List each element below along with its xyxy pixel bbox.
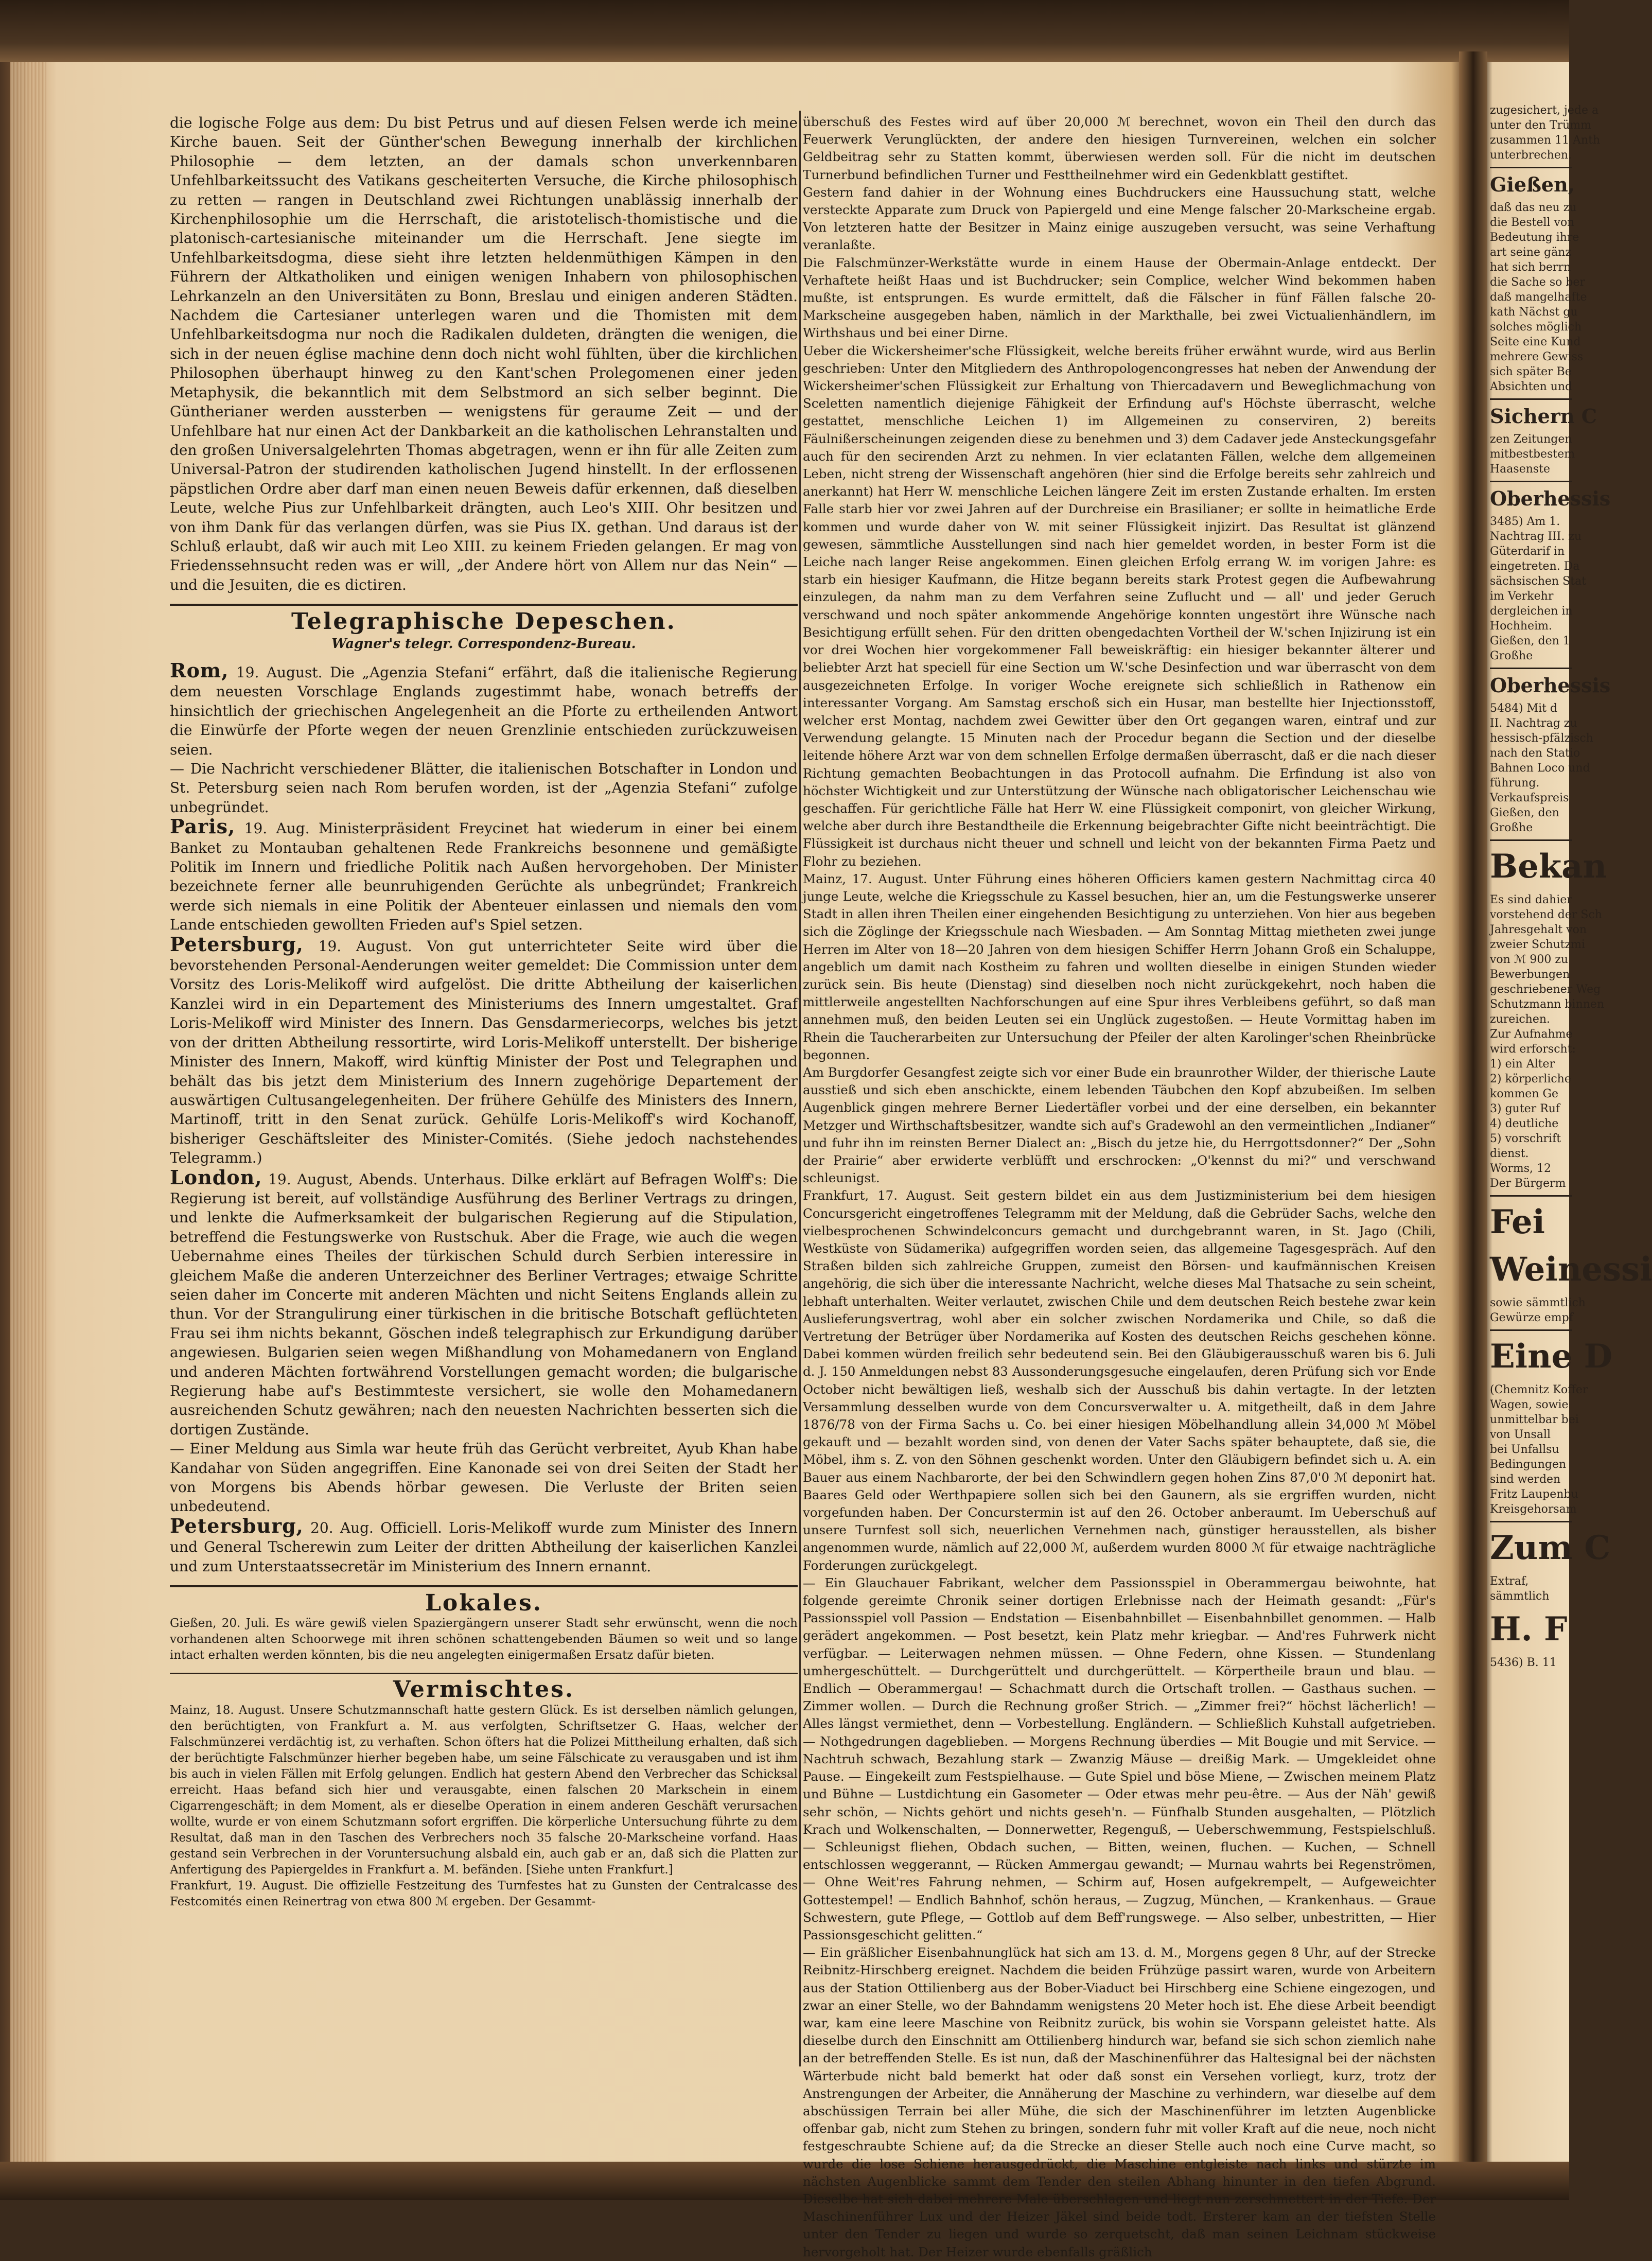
neighbour-line: sämmtlich (1490, 1590, 1550, 1603)
neighbour-line: mehrere Gewiss (1490, 350, 1584, 363)
neighbour-divider (1490, 481, 1572, 482)
neighbour-line: kath Nächst gu (1490, 306, 1578, 319)
neighbour-heading: Zum C (1490, 1529, 1611, 1567)
neighbour-line: hessisch-pfälzisch (1490, 732, 1593, 745)
neighbour-heading: Oberhessis (1490, 487, 1611, 510)
telegram-section-subtitle: Wagner's telegr. Correspondenz-Bureau. (331, 636, 636, 652)
neighbour-lines (1490, 1655, 1572, 1670)
telegram-section-title: Telegraphische Depeschen. (291, 608, 676, 635)
book-page-edges (10, 62, 46, 2162)
dispatch-place: Petersburg, (170, 1514, 304, 1537)
neighbour-line: Gießen, den 1 (1490, 635, 1570, 647)
neighbour-line: zweier Schutzmi (1490, 938, 1586, 951)
neighbour-line: sich später Be (1490, 365, 1572, 378)
dispatch-petersburg-2 (170, 1516, 798, 1576)
neighbour-line: dienst. (1490, 1147, 1529, 1160)
neighbour-line: die Bestell von (1490, 216, 1575, 229)
neighbour-lines (1490, 1295, 1586, 1325)
dispatch-text: — Die Nachricht verschiedener Blätter, die italienischen Botschafter in London und St. Petersburg seien nach Rom berufen worden, ist der „Agenzia Stefani“ zufolge unbegründet. (170, 760, 798, 816)
neighbour-heading: H. F (1490, 1610, 1568, 1649)
neighbour-line: Güterdarif in (1490, 545, 1565, 558)
dispatch-place: Paris, (170, 815, 236, 838)
neighbour-line: art seine gänz (1490, 246, 1571, 259)
neighbour-lines (1490, 1382, 1588, 1517)
neighbour-line: II. Nachtrag zu (1490, 717, 1577, 730)
neighbour-heading: Oberhessis (1490, 674, 1611, 697)
lokales-text: Gießen, 20. Juli. Es wäre gewiß vielen Spaziergängern unserer Stadt sehr erwünscht, wenn die noch vorhandenen alten Schoorwege mit ihren schönen schattengebenden Bäumen so weit und so lange intact erhalten werden könnten, bis die neu angelegten einigermaßen Ersatz dafür bieten. (170, 1617, 798, 1662)
article-paragraph: Frankfurt, 17. August. Seit gestern bildet ein aus dem Justizministerium bei dem hiesigen Concursgericht eingetroffenes Telegramm mit der Meldung, daß die Gebrüder Sachs, welche den vielbesprochenen Schwindelconcurs gemacht und durchgebrannt waren, in St. Jago (Chili, Westküste von Südamerika) aufgegriffen worden seien, das allgemeine Tagesgespräch. Auf den Straßen bilden sich zahlreiche Gruppen, zumeist den Börsen- und kaufmännischen Kreisen angehörig, die sich über die interessante Nachricht, welche dieses Mal Thatsache zu sein scheint, lebhaft unterhalten. Weiter verlautet, zwischen Chile und dem deutschen Reich bestehe zwar kein Auslieferungsvertrag, wohl aber ein solcher zwischen Nordamerika und Chile, so daß die Vertretung der Betrüger über Nordamerika auf Kosten des deutschen Reichs geschehen könne. Dabei kommen würden freilich sehr bedeutend sein. Bei den Gläubigerausschuß waren bis 6. Juli d. J. 150 Anmeldungen nebst 83 Aussonderungsgesuche eingelaufen, deren Prüfung sich vor Ende October nicht bewältigen ließ, weshalb sich der Ausschuß bis dahin vertagte. In der letzten Versammlung desselben wurde von dem Concursverwalter u. A. mitgetheilt, daß in dem Jahre 1876/78 von der Firma Sachs u. Co. bei einer hiesigen Möbelhandlung allein 34,000 ℳ Möbel gekauft und — bezahlt worden sind, von denen der Vater Sachs später behauptete, daß sie, die Möbel, ihm s. Z. von den Söhnen geschenkt worden. Unter den Gläubigern befindet sich u. A. ein Bauer aus einem Nachbarorte, der bei den Schwindlern gegen hohen Zins 87,0'0 ℳ deponirt hat. Baares Geld oder Werthpapiere sollen sich bei den Gaunern, als sie ergriffen wurden, nicht vorgefunden haben. Der Concurstermin ist auf den 26. October anberaumt. Im Ueberschuß auf unsere Turnfest soll sich, neuerlichen Vernehmen nach, günstiger herausstellen, als bisher angenommen wurde, nämlich auf 22,000 ℳ, außerdem wurden 8000 ℳ für etwaige nachträgliche Forderungen zurückgelegt. (803, 1188, 1436, 1573)
neighbour-line: sind werden (1490, 1473, 1561, 1486)
lokales-title: Lokales. (425, 1590, 543, 1617)
dispatch-petersburg (170, 932, 798, 1168)
neighbour-line: zusammen 11 Anth (1490, 134, 1601, 147)
article-paragraph: Ueber die Wickersheimer'sche Flüssigkeit, welche bereits früher erwähnt wurde, wird aus Berlin geschrieben: Unter den Mitgliedern des Anthropologencongresses hat neben der Anwendung der Wickersheimer'schen Flüssigkeit zur Erhaltung von Thiercadavern und Beweglichmachung von Sceletten namentlich diejenige Fähigkeit der Erfindung auf's Höchste überrascht, welche gestattet, menschliche Leichen 1) im Allgemeinen zu conserviren, 2) bereits Fäulnißerscheinungen zeigenden diese zu benehmen und 3) dem Cadaver jede Ansteckungsgefahr auch für den secirenden Arzt zu nehmen. In vier eclatanten Fällen, welche dem allgemeinen Leben, nicht streng der Wissenschaft angehören (hier sind die Erfolge bereits sehr zahlreich und anerkannt) hat Herr W. menschliche Leichen längere Zeit im ersten Zustande erhalten. Im ersten Falle starb hier vor zwei Jahren auf der Durchreise ein Brasilianer; er sollte in heimatliche Erde kommen und wurde daher von W. mit seiner Flüssigkeit injizirt. Das Resultat ist glänzend gewesen, sämmtliche Ausstellungen sind nach hier gemeldet worden, in bester Form ist die Leiche nach langer Reise angekommen. Einen gleichen Erfolg errang W. im vorigen Jahre: es starb ein hiesiger Kaufmann, die Hitze begann bereits stark Protest gegen die Aufbewahrung einzulegen, da nahm man zu dem Verfahren seine Zuflucht und — all' und jeder Geruch verschwand und noch später ankommende Angehörige konnten ungestört ihre Wünsche nach Besichtigung erfüllt sehen. Für den dritten obengedachten Vortheil der W.'schen Injizirung ist ein vor drei Wochen hier vorgekommener Fall beweiskräftig: ein hiesiger bekannter älterer und beliebter Arzt hat speciell für eine Section um W.'sche Desinfection und war überrascht von dem ausgezeichneten Erfolge. In voriger Woche ereignete sich schließlich in Rathenow ein interessanter Vorgang. Am Samstag erschoß sich ein Husar, man bestellte hier Injectionsstoff, welcher erst Montag, nachdem zwei Gewitter über den Ort gegangen waren, eintraf und zur Verwendung gelangte. 15 Minuten nach der Procedur begann die Section und der dieselbe leitende höhere Arzt war von dem schnellen Erfolge dermaßen überrascht, daß er die nach dieser Richtung gemachten Beobachtungen in das Protocoll aufnahm. Die Erfindung ist also von höchster Wichtigkeit und zur Unterstützung der Wünsche nach obligatorischer Leichenschau wie geschaffen. Für gerichtliche Fälle hat Herr W. eine Flüssigkeit componirt, von gleicher Wirkung, welche aber durch ihre Bestandtheile die Erkennung beigebrachter Gifte nicht beeinträchtigt. Die Flüssigkeit ist durchaus nicht theuer und schnell und leicht von der bekannten Firma Paetz und Flohr zu beziehen. (803, 343, 1436, 869)
neighbour-line: Bahnen Loco und (1490, 762, 1590, 775)
neighbour-divider (1490, 167, 1572, 168)
article-paragraph: Mainz, 17. August. Unter Führung eines höheren Officiers kamen gestern Nachmittag circa 40 junge Leute, welche die Kriegsschule zu Kassel besuchen, hier an, um die Festungswerke unserer Stadt in allen ihren Theilen einer eingehenden Besichtigung zu unterziehen. Von hier aus begeben sich die Zöglinge der Kriegsschule nach Wiesbaden. — Am Sonntag Mittag mietheten zwei junge Herren im Alter von 18—20 Jahren von dem hiesigen Schiffer Herrn Johann Groß ein Schaluppe, angeblich um damit nach Kostheim zu fahren und wollten dieselbe in einigen Stunden wieder zurück sein. Bis heute (Dienstag) sind dieselben noch nicht zurückgekehrt, noch haben die mittlerweile angestellten Nachforschungen auf eine Spur ihres Verbleibens geführt, so daß man annehmen muß, den beiden Leuten sei ein Unglück zugestoßen. — Heute Vormittag haben im Rhein die Taucherarbeiten zur Untersuchung der Pfeiler der alten Karolinger'schen Rheinbrücke begonnen. (803, 871, 1436, 1062)
neighbour-line: 1) ein Alter (1490, 1058, 1555, 1071)
article-paragraph: — Ein gräßlicher Eisenbahnunglück hat sich am 13. d. M., Morgens gegen 8 Uhr, auf der Strecke Reibnitz-Hirschberg ereignet. Nachdem die beiden Frühzüge passirt waren, wurde von Arbeitern aus der Station Ottilienberg aus der Bober-Viaduct bei Hirschberg eine Schiene eingezogen, und zwar an einer Stelle, wo der Bahndamm wenigstens 20 Meter hoch ist. Ehe diese Arbeit beendigt war, kam eine leere Maschine von Reibnitz zurück, bis wohin sie Vorspann geleistet hatte. Als dieselbe durch den Einschnitt am Ottilienberg hindurch war, befand sie sich schon ziemlich nahe an der betreffenden Stelle. Es ist nun, daß der Maschinenführer das Haltesignal bei der nächsten Wärterbude nicht bald bemerkt hat oder daß sonst ein Versehen vorliegt, kurz, trotz der Anstrengungen der Arbeiter, die Annäherung der Maschine zu verhindern, war dieselbe auf dem abschüssigen Terrain bei aller Mühe, die sich der Maschinenführer im letzten Augenblicke offenbar gab, nicht zum Stehen zu bringen, sondern fuhr mit voller Kraft auf die neue, noch nicht festgeschraubte Schiene auf; da die Strecke an dieser Stelle auch noch eine Curve macht, so wurde die lose Schiene herausgedrückt, die Maschine entgleiste nach links und stürzte im nächsten Augenblicke sammt dem Tender den steilen Abhang hinunter in den tiefen Abgrund. Dieselbe hat sich dabei mehrere Male überschlagen und liegt nun zerschmettert in der Tiefe. Der Maschinenführer Lux und der Heizer Jäkel sind beide todt. Ersterer kam an der tiefsten Stelle unter den Tender zu liegen und wurde so zerquetscht, daß man seinen Leichnam stückweise hervorgeholt hat. Der Heizer wurde ebenfalls gräßlich (803, 1945, 1436, 2259)
neighbour-heading: Bekan (1490, 847, 1607, 886)
neighbour-line: Großhe (1490, 650, 1533, 662)
neighbour-line: von ℳ 900 zu (1490, 953, 1569, 966)
vermischtes-text-2: Frankfurt, 19. August. Die offizielle Festzeitung des Turnfestes hat zu Gunsten der Centralcasse des Festcomités einen Reinertrag von etwa 800 ℳ ergeben. Der Gesammt- (170, 1879, 798, 1908)
neighbour-line: solches möglich (1490, 321, 1582, 334)
dispatch-simla (170, 1439, 798, 1516)
neighbour-line: Verkaufspreis (1490, 792, 1569, 804)
neighbour-line: Nachtrag III. zu (1490, 530, 1582, 543)
intro-paragraph: die logische Folge aus dem: Du bist Petrus und auf diesen Felsen werde ich meine Kirche bauen. Seit der Günther'schen Bewegung innerhalb der kirchlichen Philosophie — dem letzten, an der damals schon unverkennbaren Unfehlbarkeitssucht des Vatikans gescheiterten Versuche, die Kirche philosophisch zu retten — rangen in Deutschland zwei Richtungen unablässig innerhalb der Kirchenphilosophie um die Herrschaft, die aristotelisch-thomistische und die platonisch-cartesianische miteinander um die Herrschaft. Jene siegte im Unfehlbarkeitsdogma, diese sieht ihre letzten heldenmüthigen Kämpen in den Führern der Altkatholiken und einigen wenigen Inhabern von philosophischen Lehrkanzeln an den Universitäten zu Bonn, Breslau und einigen anderen Städten. Nachdem die Cartesianer unterlegen waren und die Thomisten mit dem Unfehlbarkeitsdogma nur noch die Radikalen duldeten, drängten die wenigen, die sich in der neuen église machine denn doch nicht wohl fühlten, über die kirchlichen Philosophen überhaupt hinweg zu den Kant'schen Prolegomenen einer jeden Metaphysik, die bekanntlich mit dem Selbstmord an sich selber beginnt. Die Güntherianer werden aussterben — wenigstens für geraume Zeit — und der Unfehlbare hat nur einen Act der Dankbarkeit an die katholischen Lehranstalten und den großen Universalgelehrten Thomas abgetragen, wenn er ihn für alle Zeiten zum Universal-Patron der studirenden katholischen Jugend hinstellt. In der erflossenen päpstlichen Ordre aber darf man einen neuen Beweis dafür erkennen, daß dieselben Leute, welche Pius zur Unfehlbarkeit drängten, auch Leo's XIII. Ohr besitzen und von ihm Dank für das verlangen dürfen, was sie Pius IX. gethan. Und daraus ist der Schluß erlaubt, daß wir auch mit Leo XIII. zu keinem Frieden gelangen. Er mag von Friedenssehnsucht reden was er will, „der Andere hört von Allem nur das Nein“ — und die Jesuiten, die es dictiren. (170, 114, 798, 593)
neighbour-line: zugesichert, jede a (1490, 104, 1599, 117)
neighbour-line: Hochheim. (1490, 620, 1552, 633)
section-divider (170, 604, 798, 606)
section-divider (170, 1673, 798, 1674)
neighbour-divider (1490, 398, 1572, 400)
neighbour-divider (1490, 1329, 1572, 1331)
neighbour-line: vorstehend der Sch (1490, 908, 1602, 921)
neighbour-page-strip (1490, 103, 1652, 2110)
dispatch-text: — Einer Meldung aus Simla war heute früh das Gerücht verbreitet, Ayub Khan habe Kandahar von Süden angegriffen. Eine Kanonade sei von drei Seiten der Stadt her von Morgens bis Abends hörbar gewesen. Die Verluste der Briten seien unbedeutend. (170, 1440, 798, 1515)
neighbour-line: 3485) Am 1. (1490, 515, 1560, 528)
neighbour-line: Gießen, den (1490, 807, 1559, 819)
neighbour-line: daß mangelhafte (1490, 291, 1587, 304)
neighbour-lines (1490, 892, 1605, 1191)
neighbour-line: Fritz Laupenbu (1490, 1488, 1578, 1501)
neighbour-line: dergleichen in (1490, 605, 1573, 618)
neighbour-line: kommen Ge (1490, 1088, 1559, 1100)
neighbour-line: 5) vorschrift (1490, 1132, 1561, 1145)
neighbour-heading: Gießen, (1490, 173, 1575, 196)
neighbour-line: hat sich berrn (1490, 261, 1571, 274)
right-column (803, 113, 1436, 2261)
dispatch-text: 19. Aug. Ministerpräsident Freycinet hat wiederum in einer bei einem Banket zu Montauban gehaltenen Rede Frankreichs besonnene und gemäßigte Politik im Innern und friedliche Politik nach Außen hervorgehoben. Der Minister bezeichnete ferner alle beunruhigenden Gerüchte als unbegründet; Frankreich werde sich niemals in eine Politik der Abenteuer einlassen und niemals den vom Lande entschieden gewollten Frieden auf's Spiel setzen. (170, 820, 798, 934)
article-paragraph: — Ein Glauchauer Fabrikant, welcher dem Passionsspiel in Oberammergau beiwohnte, hat folgende gereimte Chronik seiner dortigen Erlebnisse nach der Heimath gesandt: „Für's Passionsspiel voll Passion — Endstation — Eisenbahnbillet — Eisenbahnbillet genommen. — Halb gerädert angekommen. — Post besetzt, kein Platz mehr kriegbar. — And'res Fuhrwerk nicht verfügbar. — Leiterwagen nehmen müssen. — Ohne Federn, ohne Kissen. — Stundenlang umhergeschüttelt. — Durchgerüttelt und durchgerüttelt. — Körpertheile braun und blau. — Endlich — Oberammergau! — Schachmatt durch die Ortschaft trollen. — Gasthaus suchen. — Zimmer wollen. — Durch die Rechnung großer Strich. — „Zimmer frei?“ höchst lächerlich! — Alles längst vermiethet, denn — Vorbestellung. Engländern. — Schließlich Kuhstall aufgetrieben. — Nothgedrungen dageblieben. — Morgens Rechnung überdies — Mit Bougie und mit Service. — Nachtruh schwach, Bezahlung stark — Zwanzig Mäuse — dreißig Mark. — Umgekleidet ohne Pause. — Eingekeilt zum Festspielhause. — Gute Spiel und böse Miene, — Zwischen meinem Platz und Bühne — Lustdichtung ein Gasometer — Oder etwas mehr peu-être. — Aus der Näh' gewiß sehr schön, — Nichts gehört und nichts geseh'n. — Fünfhalb Stunden ausgehalten, — Plötzlich Krach und Wolkenschalten, — Donnerwetter, Regenguß, — Ueberschwemmung, Festspielschluß. — Schleunigst fliehen, Obdach suchen, — Bitten, weinen, fluchen. — Kuchen, — Schnell entschlossen weggerannt, — Rücken Ammergau gewandt; — Murnau wahrts bei Regenströmen, — Ohne Weit'res Fahrung nehmen, — Schirm auf, Hosen aufgekrempelt, — Aufgeweichter Gottestempel! — Endlich Bahnhof, schön heraus, — Zugzug, München, — Krankenhaus. — Graue Schwestern, gute Pflege, — Gottlob auf dem Beff'rungswege. — Also selber, unbestritten, — Hier Passionsgeschicht gelitten.“ (803, 1575, 1436, 1942)
neighbour-line: Bewerbungen (1490, 968, 1570, 981)
neighbour-heading: Eine D (1490, 1337, 1613, 1376)
neighbour-line: im Verkehr (1490, 590, 1554, 603)
dispatch-text: 19. August. Die „Agenzia Stefani“ erfährt, daß die italienische Regierung dem neuesten Vorschlage Englands zugestimmt habe, wonach betreffs der hinsichtlich der griechischen Angelegenheit an die Pforte zu ertheilenden Antwort die Einwürfe der Pforte wegen der neuen Grenzlinie entschieden zurückzuweisen seien. (170, 663, 798, 758)
section-divider (170, 1585, 798, 1587)
neighbour-lines (1490, 514, 1587, 663)
book-gutter (1459, 51, 1487, 2177)
column-rule (799, 111, 801, 2066)
vermischtes-title: Vermischtes. (393, 1676, 575, 1703)
neighbour-line: sowie sämmtlich (1490, 1296, 1586, 1309)
dispatch-text: 19. August, Abends. Unterhaus. Dilke erklärt auf Befragen Wolff's: Die Regierung ist bereit, auf vollständige Ausführung des Berliner Vertrags zu dringen, und lenkte die Aufmerksamkeit der bulgarischen Regierung auf die Stipulation, betreffend die Festungswerke von Rustschuk. Aber die Frage, wie auch die wegen Uebernahme eines Theiles der türkischen Schuld durch Serbien interessire in gleichem Maße die anderen Unterzeichner des Berliner Vertrages; etwaige Schritte seien daher im Concerte mit anderen Mächten und nicht Seitens Englands allein zu thun. Vor der Strangulirung einer türkischen in die britische Botschaft geflüchteten Frau sei ihm nichts bekannt, Göschen indeß telegraphisch zur Erkundigung darüber angewiesen. Bulgarien seien wegen Mißhandlung von Mohamedanern von England und anderen Mächten fortwährend Vorstellungen gemacht worden; die bulgarische Regierung habe auf's Bestimmteste versichert, sie wolle den Mohamedanern ausreichenden Schutz gewähren; nach den neuesten Nachrichten besserten sich die dortigen Zustände. (170, 1170, 798, 1438)
neighbour-lines (1490, 103, 1601, 163)
neighbour-line: wird erforscht: (1490, 1043, 1576, 1056)
dispatch-rom-2 (170, 759, 798, 817)
neighbour-line: Worms, 12 (1490, 1162, 1552, 1175)
neighbour-line: von Unsall (1490, 1428, 1551, 1441)
neighbour-heading: Weinessi (1490, 1250, 1652, 1289)
neighbour-line: daß das neu zu (1490, 201, 1577, 214)
neighbour-line: 2) körperliche (1490, 1073, 1571, 1085)
article-paragraph: Gestern fand dahier in der Wohnung eines Buchdruckers eine Haussuchung statt, welche versteckte Apparate zum Druck von Papiergeld und eine Menge falscher 20-Markscheine ergab. Von letzteren hatte der Besitzer in Mainz einige auszugeben versucht, was seine Verhaftung veranlaßte. (803, 184, 1436, 253)
neighbour-line: (Chemnitz Koffer (1490, 1383, 1588, 1396)
neighbour-line: eingetreten. Da (1490, 560, 1580, 573)
neighbour-lines (1490, 701, 1593, 835)
vermischtes-text: Mainz, 18. August. Unsere Schutzmannschaft hatte gestern Glück. Es ist derselben nämlich gelungen, den berüchtigten, von Frankfurt a. M. aus verfolgten, Schriftsetzer G. Haas, welcher der Falschmünzerei verdächtig ist, zu verhaften. Schon öfters hat die Polizei Mittheilung erhalten, daß sich der berüchtigte Falschmünzer hierher begeben habe, um seine Fälschicate zu verausgaben und ist ihm bis auch in vielen Fällen mit Erfolg gelungen. Endlich hat gestern Abend den Verbrecher das Schicksal erreicht. Haas befand sich hier und verausgabte, einen falschen 20 Markschein in einem Cigarrengeschäft; in dem Moment, als er dieselbe Operation in einem anderen Geschäft verursachen wollte, wurde er von einem Schutzmann sofort ergriffen. Die körperliche Untersuchung führte zu dem Resultat, daß man in den Taschen des Verbrechers noch 35 falsche 20-Markscheine vorfand. Haas gestand sein Verbrechen in der Voruntersuchung alsbald ein, auch gab er an, daß sich die Platten zur Anfertigung des Papiergeldes in Frankfurt a. M. befänden. [Siehe unten Frankfurt.] (170, 1703, 798, 1877)
neighbour-divider (1490, 1521, 1572, 1522)
neighbour-line: Kreisgehorsam (1490, 1503, 1577, 1516)
neighbour-line: 5436) B. 11 (1490, 1656, 1557, 1669)
neighbour-line: 5484) Mit d (1490, 702, 1558, 715)
scan-top-border (0, 0, 1569, 62)
neighbour-lines (1490, 432, 1575, 477)
neighbour-divider (1490, 668, 1572, 669)
neighbour-line: Gewürze empf (1490, 1311, 1573, 1324)
neighbour-line: sächsischen Stat (1490, 575, 1587, 588)
dispatch-london (170, 1165, 798, 1440)
neighbour-line: zureichen. (1490, 1013, 1551, 1026)
dispatch-rom (170, 658, 798, 759)
neighbour-line: Extraf, (1490, 1575, 1529, 1588)
dispatch-place: Petersburg, (170, 932, 304, 956)
neighbour-line: mitbestbestem (1490, 448, 1575, 461)
neighbour-divider (1490, 839, 1572, 841)
neighbour-line: unter den Trümm (1490, 119, 1592, 132)
neighbour-heading: Fei (1490, 1203, 1545, 1241)
neighbour-line: Jahresgehalt von (1490, 923, 1587, 936)
dispatch-paris (170, 817, 798, 934)
neighbour-line: unmittelbar bei (1490, 1413, 1579, 1426)
article-paragraph: Die Falschmünzer-Werkstätte wurde in einem Hause der Obermain-Anlage entdeckt. Der Verhaftete heißt Haas und ist Buchdrucker; sein Complice, welcher Wind bekommen haben mußte, ist entsprungen. Es wurde ermittelt, daß die Fälscher in fünf Fällen falsche 20-Markscheine ausgegeben haben, nämlich in der Markthalle, bei zwei Victualienhändlern, im Wirthshaus und bei einer Dirne. (803, 255, 1436, 341)
neighbour-line: bei Unfallsu (1490, 1443, 1559, 1456)
neighbour-lines (1490, 1574, 1572, 1604)
dispatch-place: Rom, (170, 658, 229, 682)
neighbour-line: die Sache so ber (1490, 276, 1585, 289)
neighbour-line: unterbrechen. (1490, 149, 1572, 162)
dispatch-text: 20. Aug. Officiell. Loris-Melikoff wurde zum Minister des Innern und General Tscherewin zum Leiter der dritten Abtheilung der kaiserlichen Kanzlei und zum Unterstaatssecretär im Ministerium des Innern ernannt. (170, 1519, 798, 1575)
neighbour-line: 3) guter Ruf (1490, 1102, 1560, 1115)
neighbour-line: geschriebener Weg (1490, 983, 1601, 996)
dispatch-text: 19. August. Von gut unterrichteter Seite wird über die bevorstehenden Personal-Aenderungen weiter gemeldet: Die Commission unter dem Vorsitz des Loris-Melikoff wird aufgelöst. Die dritte Abtheilung der kaiserlichen Kanzlei wird in ein Departement des Ministeriums des Innern umgestaltet. Graf Loris-Melikoff wird Minister des Innern. Das Gensdarmeriecorps, welches bis jetzt von der dritten Abtheilung ressortirte, wird Loris-Melikoff unterstellt. Der bisherige Minister des Innern, Makoff, wird künftig Minister der Post und Telegraphen und behält das bis jetzt dem Ministerium des Innern zugehörige Departement der auswärtigen Cultusangelegenheiten. Der frühere Gehülfe des Ministers des Innern, Martinoff, tritt in den Senat zurück. Gehülfe Loris-Melikoff's wird Kochanoff, bisheriger Geschäftsleiter des Minister-Comités. (Siehe jedoch nachstehendes Telegramm.) (170, 937, 798, 1167)
article-paragraph: Am Burgdorfer Gesangfest zeigte sich vor einer Bude ein braunrother Wilder, der thierische Laute ausstieß und sich eben anschickte, einem lebenden Täubchen den Kopf abzubeißen. Im selben Augenblick gingen mehrere Berner Liedertäfler vorbei und der eine derselben, ein bekannter Metzger und Wirthschaftsbesitzer, wandte sich auf's Gradewohl an den vermeintlichen „Indianer“ und fuhr ihn im reinsten Berner Dialect an: „Bisch du jetze hie, du Herrgottsdonner?“ Der „Sohn der Prairie“ aber erwiderte verblüfft und erschrocken: „O'kennst du mi?“ und verschwand schleunigst. (803, 1064, 1436, 1186)
neighbour-line: Bedingungen (1490, 1458, 1567, 1471)
neighbour-line: zen Zeitungen (1490, 433, 1572, 446)
neighbour-heading: Sichern C (1490, 405, 1597, 428)
neighbour-line: Haasenste (1490, 463, 1551, 476)
neighbour-line: Wagen, sowie (1490, 1398, 1569, 1411)
neighbour-lines (1490, 200, 1587, 394)
dispatch-place: London, (170, 1165, 262, 1189)
neighbour-line: Der Bürgerm (1490, 1177, 1566, 1190)
neighbour-line: Absichten und (1490, 380, 1573, 393)
neighbour-line: führung. (1490, 777, 1540, 790)
article-paragraph: überschuß des Festes wird auf über 20,000 ℳ berechnet, wovon ein Theil den durch das Feuerwerk Verunglückten, der andere den hiesigen Turnvereinen, welchen ein solcher Geldbeitrag sehr zu Statten kommt, überwiesen werden soll. Für die nicht im deutschen Turnerbund befindlichen Turner und Festtheilnehmer wird ein Gedenkblatt gestiftet. (803, 114, 1436, 182)
left-column (170, 113, 798, 1910)
neighbour-line: 4) deutliche (1490, 1117, 1559, 1130)
neighbour-line: Es sind dahier (1490, 893, 1572, 906)
neighbour-divider (1490, 1195, 1572, 1197)
neighbour-line: nach den Statio (1490, 747, 1580, 760)
neighbour-line: Zur Aufnahme (1490, 1028, 1573, 1041)
neighbour-line: Seite eine Kund (1490, 336, 1581, 348)
neighbour-line: Bedeutung ihre (1490, 231, 1579, 244)
neighbour-line: Großhe (1490, 821, 1533, 834)
neighbour-line: Schutzmann binnen (1490, 998, 1605, 1011)
